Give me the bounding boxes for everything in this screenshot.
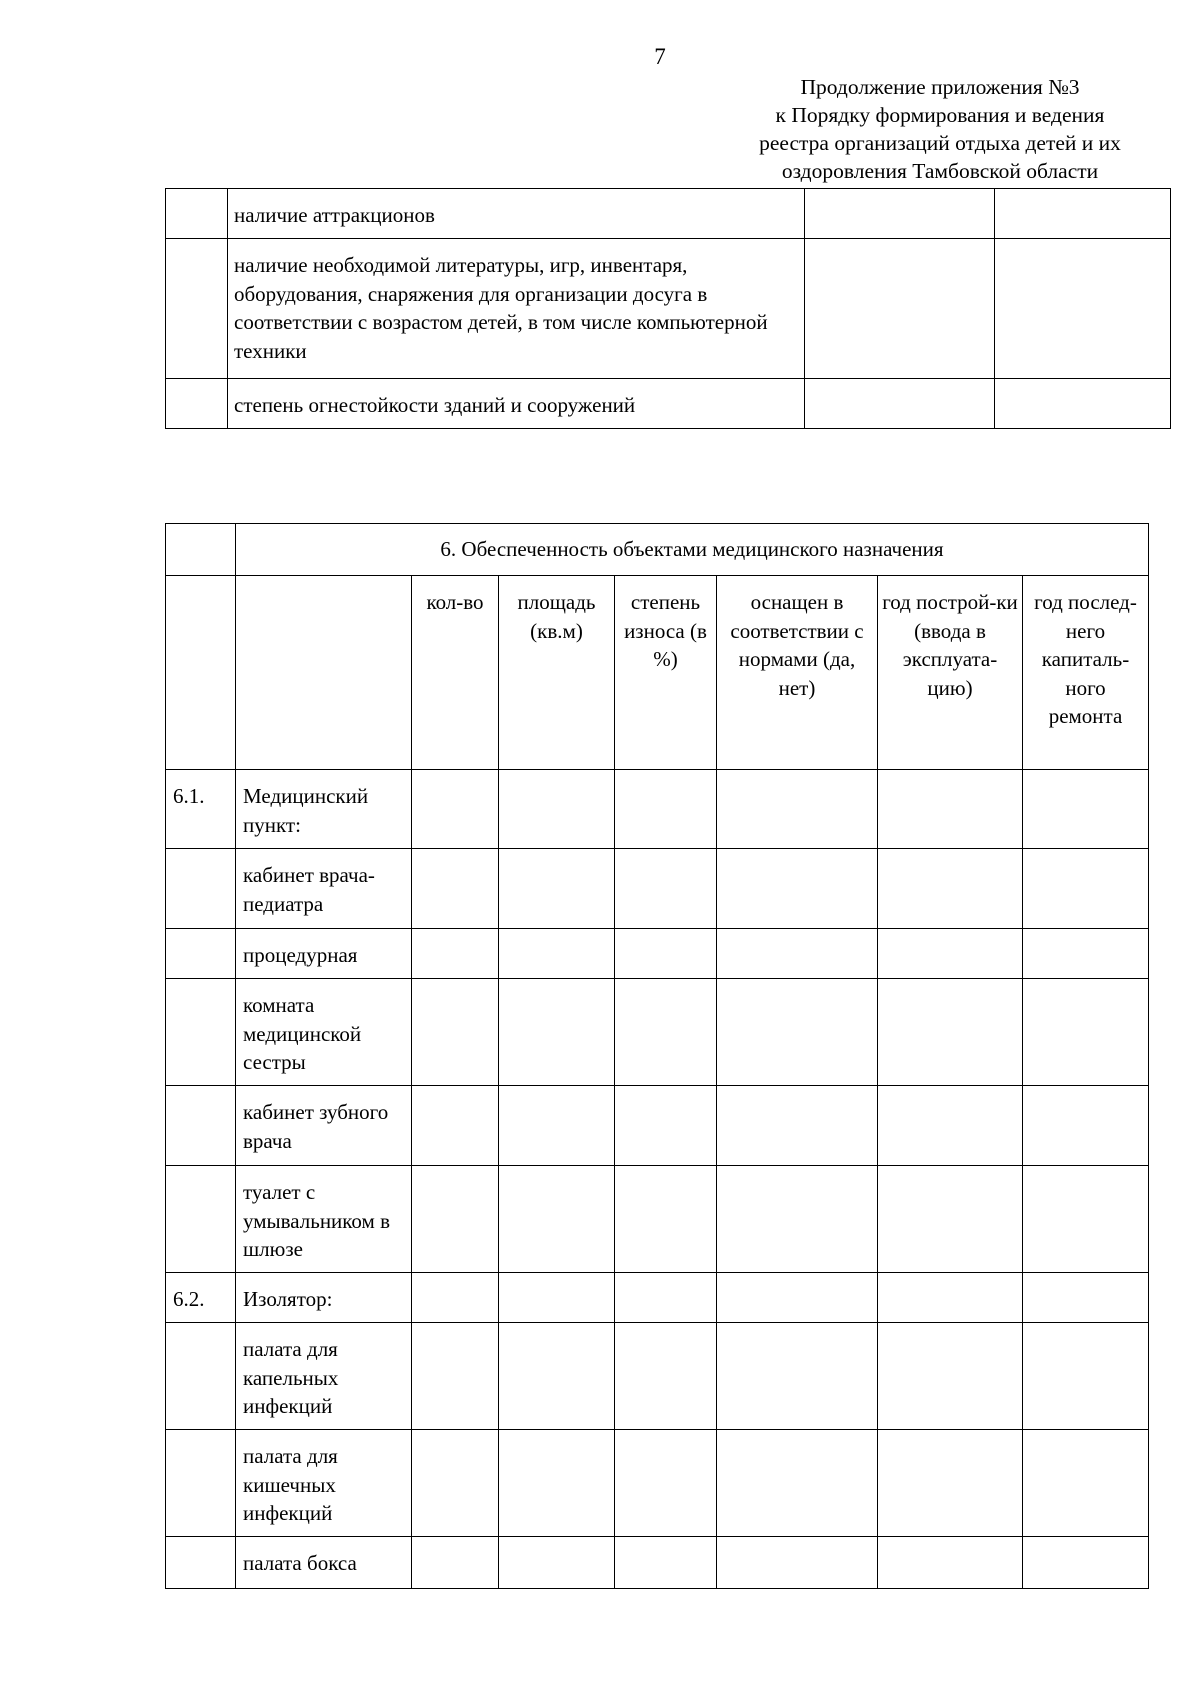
column-header-construction-year: год построй-ки (ввода в эксплуата-цию) bbox=[878, 576, 1023, 770]
table-row bbox=[166, 379, 1171, 429]
value-cell bbox=[412, 1166, 499, 1273]
value-cell bbox=[805, 379, 995, 429]
value-cell bbox=[412, 929, 499, 979]
appendix-header-line: Продолжение приложения №3 bbox=[800, 75, 1080, 99]
value-cell bbox=[615, 1166, 717, 1273]
value-cell bbox=[717, 979, 878, 1086]
page-number: 7 bbox=[654, 44, 666, 69]
value-cell bbox=[717, 1430, 878, 1537]
value-cell bbox=[878, 1430, 1023, 1537]
value-cell bbox=[412, 979, 499, 1086]
value-cell bbox=[1023, 1430, 1149, 1537]
row-number bbox=[166, 979, 236, 1086]
value-cell bbox=[717, 1166, 878, 1273]
section-title: 6. Обеспеченность объектами медицинского назначения bbox=[236, 524, 1149, 576]
value-cell bbox=[412, 1086, 499, 1166]
table-row bbox=[166, 189, 1171, 239]
value-cell bbox=[1023, 1086, 1149, 1166]
value-cell bbox=[1023, 849, 1149, 929]
value-cell bbox=[499, 1537, 615, 1589]
value-cell bbox=[499, 1273, 615, 1323]
column-header-repair-year: год послед-него капиталь-ного ремонта bbox=[1023, 576, 1149, 770]
appendix-header-line: реестра организаций отдыха детей и их bbox=[759, 131, 1121, 155]
medical-facilities-table bbox=[165, 523, 1149, 1589]
value-cell bbox=[1023, 1273, 1149, 1323]
table-row bbox=[166, 1430, 1149, 1537]
table-row bbox=[166, 239, 1171, 379]
row-label: кабинет зубного врача bbox=[236, 1086, 412, 1166]
column-header-equipped: оснащен в соответствии с нормами (да, нет) bbox=[717, 576, 878, 770]
row-number bbox=[166, 1323, 236, 1430]
row-number bbox=[166, 1430, 236, 1537]
value-cell bbox=[412, 1430, 499, 1537]
section-title-row bbox=[166, 524, 1149, 576]
value-cell bbox=[615, 770, 717, 849]
table-row bbox=[166, 1323, 1149, 1430]
value-cell bbox=[1023, 929, 1149, 979]
appendix-header-line: к Порядку формирования и ведения bbox=[775, 103, 1105, 127]
row-label: палата бокса bbox=[236, 1537, 412, 1589]
value-cell bbox=[412, 1537, 499, 1589]
value-cell bbox=[615, 1537, 717, 1589]
row-number bbox=[166, 849, 236, 929]
column-header-area: площадь (кв.м) bbox=[499, 576, 615, 770]
row-number-cell bbox=[166, 379, 228, 429]
value-cell bbox=[412, 1323, 499, 1430]
value-cell bbox=[499, 1430, 615, 1537]
row-label: комната медицинской сестры bbox=[236, 979, 412, 1086]
value-cell bbox=[805, 189, 995, 239]
value-cell bbox=[499, 1166, 615, 1273]
row-label: наличие аттракционов bbox=[228, 189, 805, 239]
row-label: палата для кишечных инфекций bbox=[236, 1430, 412, 1537]
value-cell bbox=[1023, 1166, 1149, 1273]
row-number bbox=[166, 1166, 236, 1273]
row-number: 6.2. bbox=[166, 1273, 236, 1323]
column-header-row bbox=[166, 576, 1149, 770]
value-cell bbox=[412, 849, 499, 929]
column-header-quantity: кол-во bbox=[412, 576, 499, 770]
value-cell bbox=[878, 929, 1023, 979]
value-cell bbox=[717, 1273, 878, 1323]
appendix-header-line: оздоровления Тамбовской области bbox=[781, 159, 1099, 183]
value-cell bbox=[1023, 1323, 1149, 1430]
value-cell bbox=[878, 1323, 1023, 1430]
value-cell bbox=[878, 1086, 1023, 1166]
value-cell bbox=[615, 1323, 717, 1430]
row-label: степень огнестойкости зданий и сооружений bbox=[228, 379, 805, 429]
value-cell bbox=[615, 1273, 717, 1323]
value-cell bbox=[717, 1323, 878, 1430]
value-cell bbox=[878, 849, 1023, 929]
value-cell bbox=[1023, 770, 1149, 849]
value-cell bbox=[615, 929, 717, 979]
value-cell bbox=[615, 849, 717, 929]
value-cell bbox=[615, 1086, 717, 1166]
value-cell bbox=[995, 189, 1171, 239]
value-cell bbox=[717, 849, 878, 929]
value-cell bbox=[995, 379, 1171, 429]
row-label: Медицинский пункт: bbox=[236, 770, 412, 849]
value-cell bbox=[995, 239, 1171, 379]
row-label: палата для капельных инфекций bbox=[236, 1323, 412, 1430]
value-cell bbox=[499, 1323, 615, 1430]
empty-cell bbox=[236, 576, 412, 770]
value-cell bbox=[499, 929, 615, 979]
value-cell bbox=[412, 1273, 499, 1323]
table-row bbox=[166, 1086, 1149, 1166]
value-cell bbox=[615, 979, 717, 1086]
row-number-cell bbox=[166, 239, 228, 379]
row-label: процедурная bbox=[236, 929, 412, 979]
table-row bbox=[166, 770, 1149, 849]
value-cell bbox=[878, 1537, 1023, 1589]
table-row bbox=[166, 1537, 1149, 1589]
row-label: Изолятор: bbox=[236, 1273, 412, 1323]
value-cell bbox=[717, 929, 878, 979]
row-number: 6.1. bbox=[166, 770, 236, 849]
value-cell bbox=[717, 1537, 878, 1589]
facilities-continuation-table bbox=[165, 188, 1171, 429]
table-row bbox=[166, 1273, 1149, 1323]
row-label: наличие необходимой литературы, игр, инвентаря, оборудования, снаряжения для организации досуга в соответствии с возрастом детей, в том числе компьютерной техники bbox=[228, 239, 805, 379]
value-cell bbox=[805, 239, 995, 379]
empty-cell bbox=[166, 576, 236, 770]
value-cell bbox=[717, 770, 878, 849]
row-number bbox=[166, 1086, 236, 1166]
table-row bbox=[166, 929, 1149, 979]
appendix-header bbox=[700, 73, 1180, 185]
value-cell bbox=[499, 849, 615, 929]
row-number-cell bbox=[166, 189, 228, 239]
value-cell bbox=[1023, 1537, 1149, 1589]
table-row bbox=[166, 849, 1149, 929]
row-label: туалет с умывальником в шлюзе bbox=[236, 1166, 412, 1273]
value-cell bbox=[878, 1166, 1023, 1273]
table-row bbox=[166, 979, 1149, 1086]
value-cell bbox=[615, 1430, 717, 1537]
row-label: кабинет врача-педиатра bbox=[236, 849, 412, 929]
row-number bbox=[166, 1537, 236, 1589]
value-cell bbox=[412, 770, 499, 849]
value-cell bbox=[878, 1273, 1023, 1323]
value-cell bbox=[499, 1086, 615, 1166]
value-cell bbox=[499, 979, 615, 1086]
column-header-wear: степень износа (в %) bbox=[615, 576, 717, 770]
value-cell bbox=[499, 770, 615, 849]
table-row bbox=[166, 1166, 1149, 1273]
row-number bbox=[166, 929, 236, 979]
value-cell bbox=[1023, 979, 1149, 1086]
value-cell bbox=[878, 770, 1023, 849]
value-cell bbox=[878, 979, 1023, 1086]
empty-cell bbox=[166, 524, 236, 576]
value-cell bbox=[717, 1086, 878, 1166]
